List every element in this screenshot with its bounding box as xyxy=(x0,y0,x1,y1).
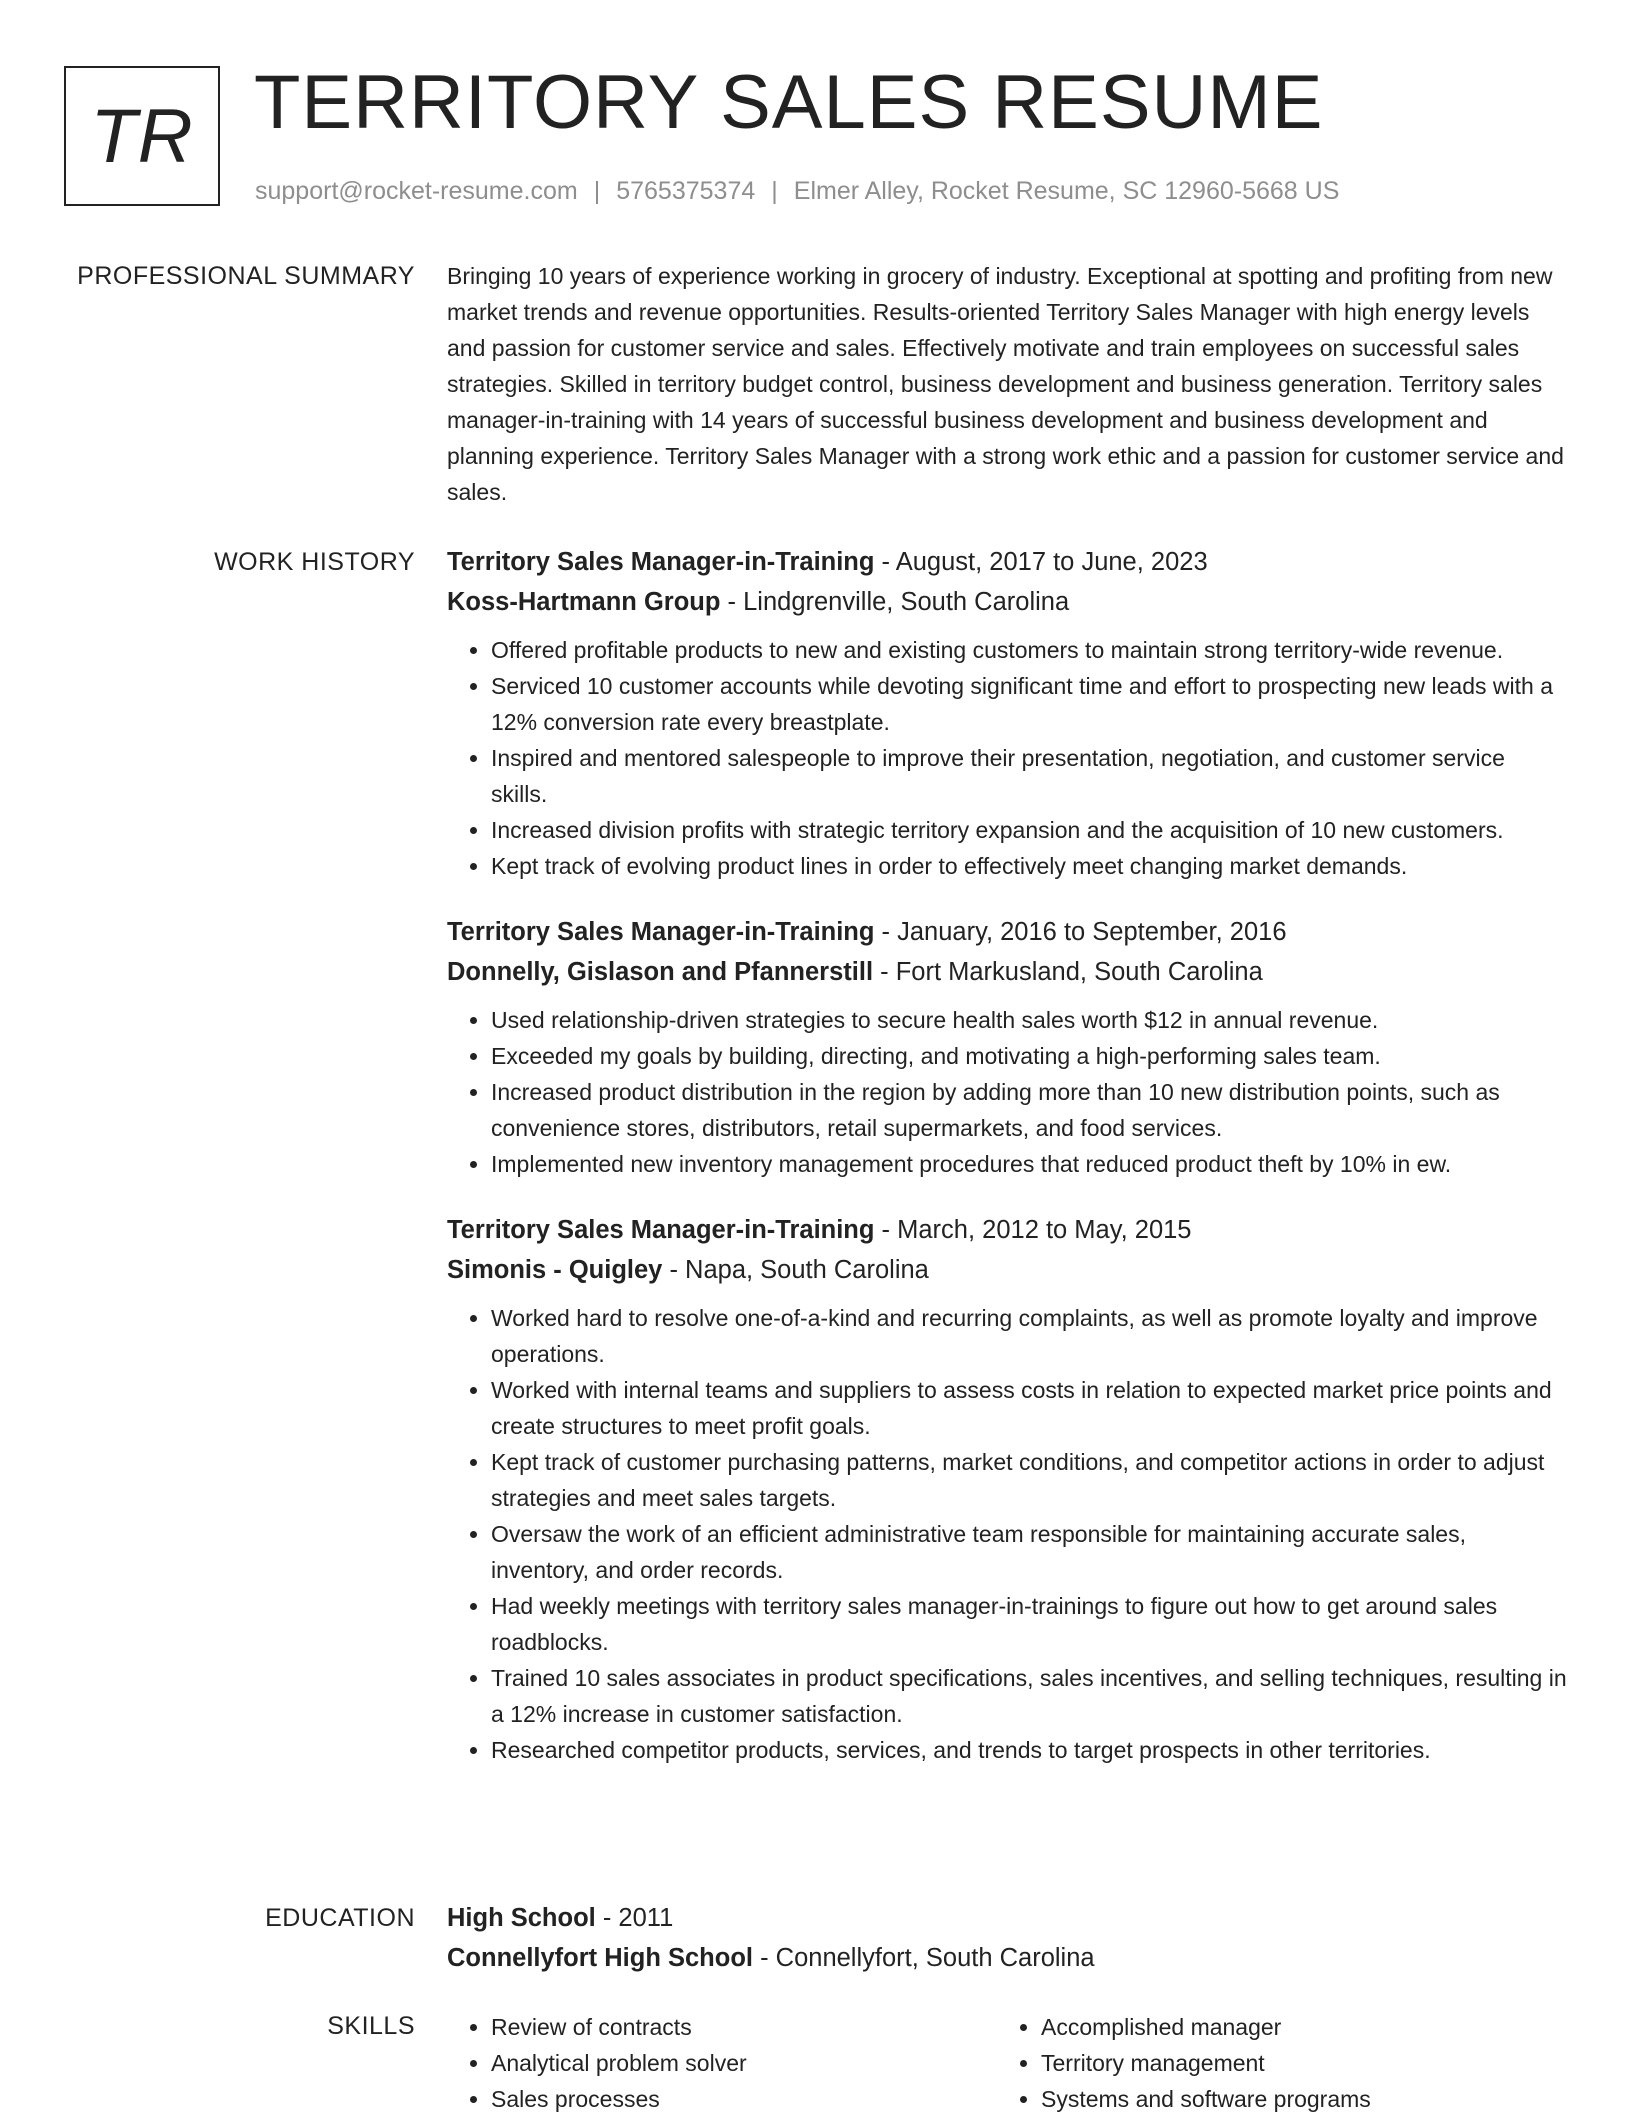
skill-item: • Systems and software programs xyxy=(1041,2081,1547,2117)
job-bullet: • Increased product distribution in the region by adding more than 10 new distribution points, such as convenience stores, distributors, retail supermarkets, and food services. xyxy=(491,1074,1567,1146)
job-bullet: • Kept track of evolving product lines in order to effectively meet changing market demands. xyxy=(491,848,1567,884)
job-bullet: • Exceeded my goals by building, directing, and motivating a high-performing sales team. xyxy=(491,1038,1567,1074)
job-dates: - March, 2012 to May, 2015 xyxy=(874,1216,1192,1244)
education-year: - 2011 xyxy=(595,1904,674,1932)
resume-title: TERRITORY SALES RESUME xyxy=(254,60,1324,145)
section-label-work-history: WORK HISTORY xyxy=(214,548,415,576)
contact-address: Elmer Alley, Rocket Resume, SC 12960-5668 US xyxy=(793,177,1340,205)
job-company-line xyxy=(447,952,1567,992)
contact-phone: 5765375374 xyxy=(616,177,756,205)
job-company: Simonis - Quigley xyxy=(447,1256,663,1284)
job-bullet: • Offered profitable products to new and existing customers to maintain strong territory-wide revenue. xyxy=(491,632,1567,668)
job-company-line xyxy=(447,1250,1567,1290)
education-degree: High School xyxy=(447,1904,596,1932)
skill-item: • Review of contracts xyxy=(491,2009,997,2045)
job-company-line xyxy=(447,582,1567,622)
skills-body xyxy=(447,2009,1567,2117)
job-title: Territory Sales Manager-in-Training xyxy=(447,548,875,576)
job-bullet: • Had weekly meetings with territory sales manager-in-trainings to figure out how to get around sales roadblocks. xyxy=(491,1588,1567,1660)
job-bullet: • Worked with internal teams and suppliers to assess costs in relation to expected market price points and create structures to meet profit goals. xyxy=(491,1372,1567,1444)
job-bullets xyxy=(447,1002,1567,1182)
job-location: - Lindgrenville, South Carolina xyxy=(720,588,1070,616)
contact-separator: | xyxy=(593,177,601,205)
job-entry xyxy=(447,912,1567,1182)
skills-list-left xyxy=(447,2009,997,2117)
skill-item: • Sales processes xyxy=(491,2081,997,2117)
job-bullet: • Worked hard to resolve one-of-a-kind and recurring complaints, as well as promote loyalty and improve operations. xyxy=(491,1300,1567,1372)
job-title: Territory Sales Manager-in-Training xyxy=(447,1216,875,1244)
contact-email: support@rocket-resume.com xyxy=(255,177,578,205)
job-bullet: • Inspired and mentored salespeople to improve their presentation, negotiation, and customer service skills. xyxy=(491,740,1567,812)
job-bullet: • Researched competitor products, services, and trends to target prospects in other territories. xyxy=(491,1732,1567,1768)
contact-separator: | xyxy=(771,177,778,205)
job-bullet: • Trained 10 sales associates in product specifications, sales incentives, and selling techniques, resulting in a 12% increase in customer satisfaction. xyxy=(491,1660,1567,1732)
job-bullet: • Used relationship-driven strategies to secure health sales worth $12 in annual revenue. xyxy=(491,1002,1567,1038)
skills-list-right xyxy=(997,2009,1547,2117)
job-bullet: • Increased division profits with strategic territory expansion and the acquisition of 10 new customers. xyxy=(491,812,1567,848)
job-entry xyxy=(447,1210,1567,1768)
job-bullets xyxy=(447,1300,1567,1768)
job-location: - Fort Markusland, South Carolina xyxy=(873,958,1263,986)
skills-grid xyxy=(447,2009,1567,2117)
education-body xyxy=(447,1898,1567,1978)
job-dates: - August, 2017 to June, 2023 xyxy=(874,548,1208,576)
job-company: Koss-Hartmann Group xyxy=(447,588,721,616)
monogram-box xyxy=(64,66,220,206)
job-bullet: • Oversaw the work of an efficient administrative team responsible for maintaining accurate sales, inventory, and order records. xyxy=(491,1516,1567,1588)
summary-body xyxy=(447,258,1567,510)
section-label-skills: SKILLS xyxy=(327,2012,415,2040)
job-title-line xyxy=(447,542,1567,582)
skill-item: • Analytical problem solver xyxy=(491,2045,997,2081)
education-school-line xyxy=(447,1938,1567,1978)
job-bullets xyxy=(447,632,1567,884)
job-bullet: • Implemented new inventory management procedures that reduced product theft by 10% in ew. xyxy=(491,1146,1567,1182)
job-dates: - January, 2016 to September, 2016 xyxy=(874,918,1287,946)
monogram-initials: TR xyxy=(90,93,194,179)
education-location: - Connellyfort, South Carolina xyxy=(753,1944,1095,1972)
job-entry xyxy=(447,542,1567,884)
summary-text: Bringing 10 years of experience working in grocery of industry. Exceptional at spotting and profiting from new market trends and revenue opportunities. Results-oriented Territory Sales Manager with high energy levels and passion for customer service and sales. Effectively motivate and train employees on successful sales strategies. Skilled in territory budget control, business development and business generation. Territory sales manager-in-training with 14 years of successful business development and business development and planning experience. Territory Sales Manager with a strong work ethic and a passion for customer service and sales. xyxy=(447,263,1564,505)
job-bullet: • Kept track of customer purchasing patterns, market conditions, and competitor actions in order to adjust strategies and meet sales targets. xyxy=(491,1444,1567,1516)
education-degree-line xyxy=(447,1898,1567,1938)
skill-item: • Accomplished manager xyxy=(1041,2009,1547,2045)
skill-item: • Territory management xyxy=(1041,2045,1547,2081)
job-title-line xyxy=(447,1210,1567,1250)
job-title-line xyxy=(447,912,1567,952)
section-label-summary: PROFESSIONAL SUMMARY xyxy=(77,262,415,290)
contact-line xyxy=(255,174,1339,208)
work-history-body xyxy=(447,542,1567,1796)
job-bullet: • Serviced 10 customer accounts while devoting significant time and effort to prospecting new leads with a 12% conversion rate every breastplate. xyxy=(491,668,1567,740)
education-school: Connellyfort High School xyxy=(447,1944,753,1972)
job-location: - Napa, South Carolina xyxy=(662,1256,929,1284)
job-title: Territory Sales Manager-in-Training xyxy=(447,918,875,946)
section-label-education: EDUCATION xyxy=(265,1904,415,1932)
job-company: Donnelly, Gislason and Pfannerstill xyxy=(447,958,874,986)
